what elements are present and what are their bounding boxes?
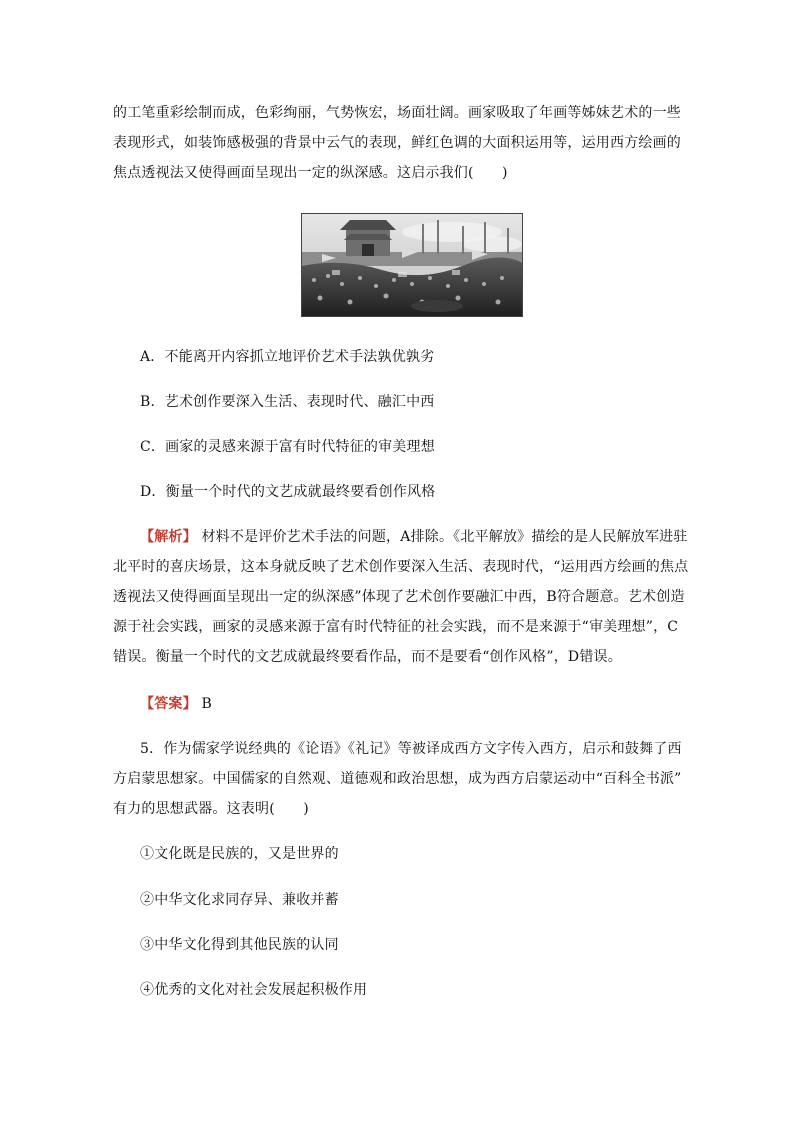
option-b: B．艺术创作要深入生活、表现时代、融汇中西	[140, 394, 435, 410]
analysis-line-2: 北平时的喜庆场景，这本身就反映了艺术创作要深入生活、表现时代，“运用西方绘画的焦点	[113, 559, 689, 575]
answer-line	[140, 695, 212, 713]
analysis-tag: 【解析】	[140, 529, 197, 545]
statement-3: ③中华文化得到其他民族的认同	[140, 937, 339, 953]
answer-value: B	[196, 696, 212, 712]
q5-stem-line-2: 方启蒙思想家。中国儒家的自然观、道德观和政治思想，成为西方启蒙运动中“百科全书派”	[113, 771, 682, 787]
answer-tag: 【答案】	[140, 696, 197, 712]
q4-stem-line-1: 的工笔重彩绘制而成，色彩绚丽，气势恢宏，场面壮阔。画家吸取了年画等姊妹艺术的一些	[113, 105, 681, 121]
q4-stem-line-3: 焦点透视法又使得画面呈现出一定的纵深感。这启示我们( )	[113, 165, 508, 181]
statement-2: ②中华文化求同存异、兼收并蓄	[140, 892, 339, 908]
q5-stem-line-3: 有力的思想武器。这表明( )	[113, 801, 309, 817]
q4-stem-line-2: 表现形式，如装饰感极强的背景中云气的表现，鲜红色调的大面积运用等，运用西方绘画的	[113, 135, 681, 151]
option-d: D．衡量一个时代的文艺成就最终要看创作风格	[140, 484, 436, 500]
analysis-line-3: 透视法又使得画面呈现出一定的纵深感”体现了艺术创作要融汇中西，B符合题意。艺术创造	[113, 589, 685, 605]
option-a: A．不能离开内容抓立地评价艺术手法孰优孰劣	[140, 349, 435, 365]
statement-4: ④优秀的文化对社会发展起积极作用	[140, 982, 368, 998]
analysis-line-4: 源于社会实践，画家的灵感来源于富有时代特征的社会实践，而不是来源于“审美理想”，C	[113, 619, 679, 635]
analysis-text-1: 材料不是评价艺术手法的问题，A排除。《北平解放》描绘的是人民解放军进驻	[196, 529, 688, 545]
statement-1: ①文化既是民族的，又是世界的	[140, 846, 339, 862]
painting-image	[302, 214, 523, 317]
analysis-line-5: 错误。衡量一个时代的文艺成就最终要看作品，而不是要看“创作风格”，D错误。	[113, 649, 622, 665]
option-c: C．画家的灵感来源于富有时代特征的审美理想	[140, 439, 435, 455]
analysis-line-1	[140, 528, 688, 546]
painting-illustration	[301, 213, 523, 317]
q5-stem-line-1: 5．作为儒家学说经典的《论语》《礼记》等被译成西方文字传入西方，启示和鼓舞了西	[140, 741, 682, 757]
